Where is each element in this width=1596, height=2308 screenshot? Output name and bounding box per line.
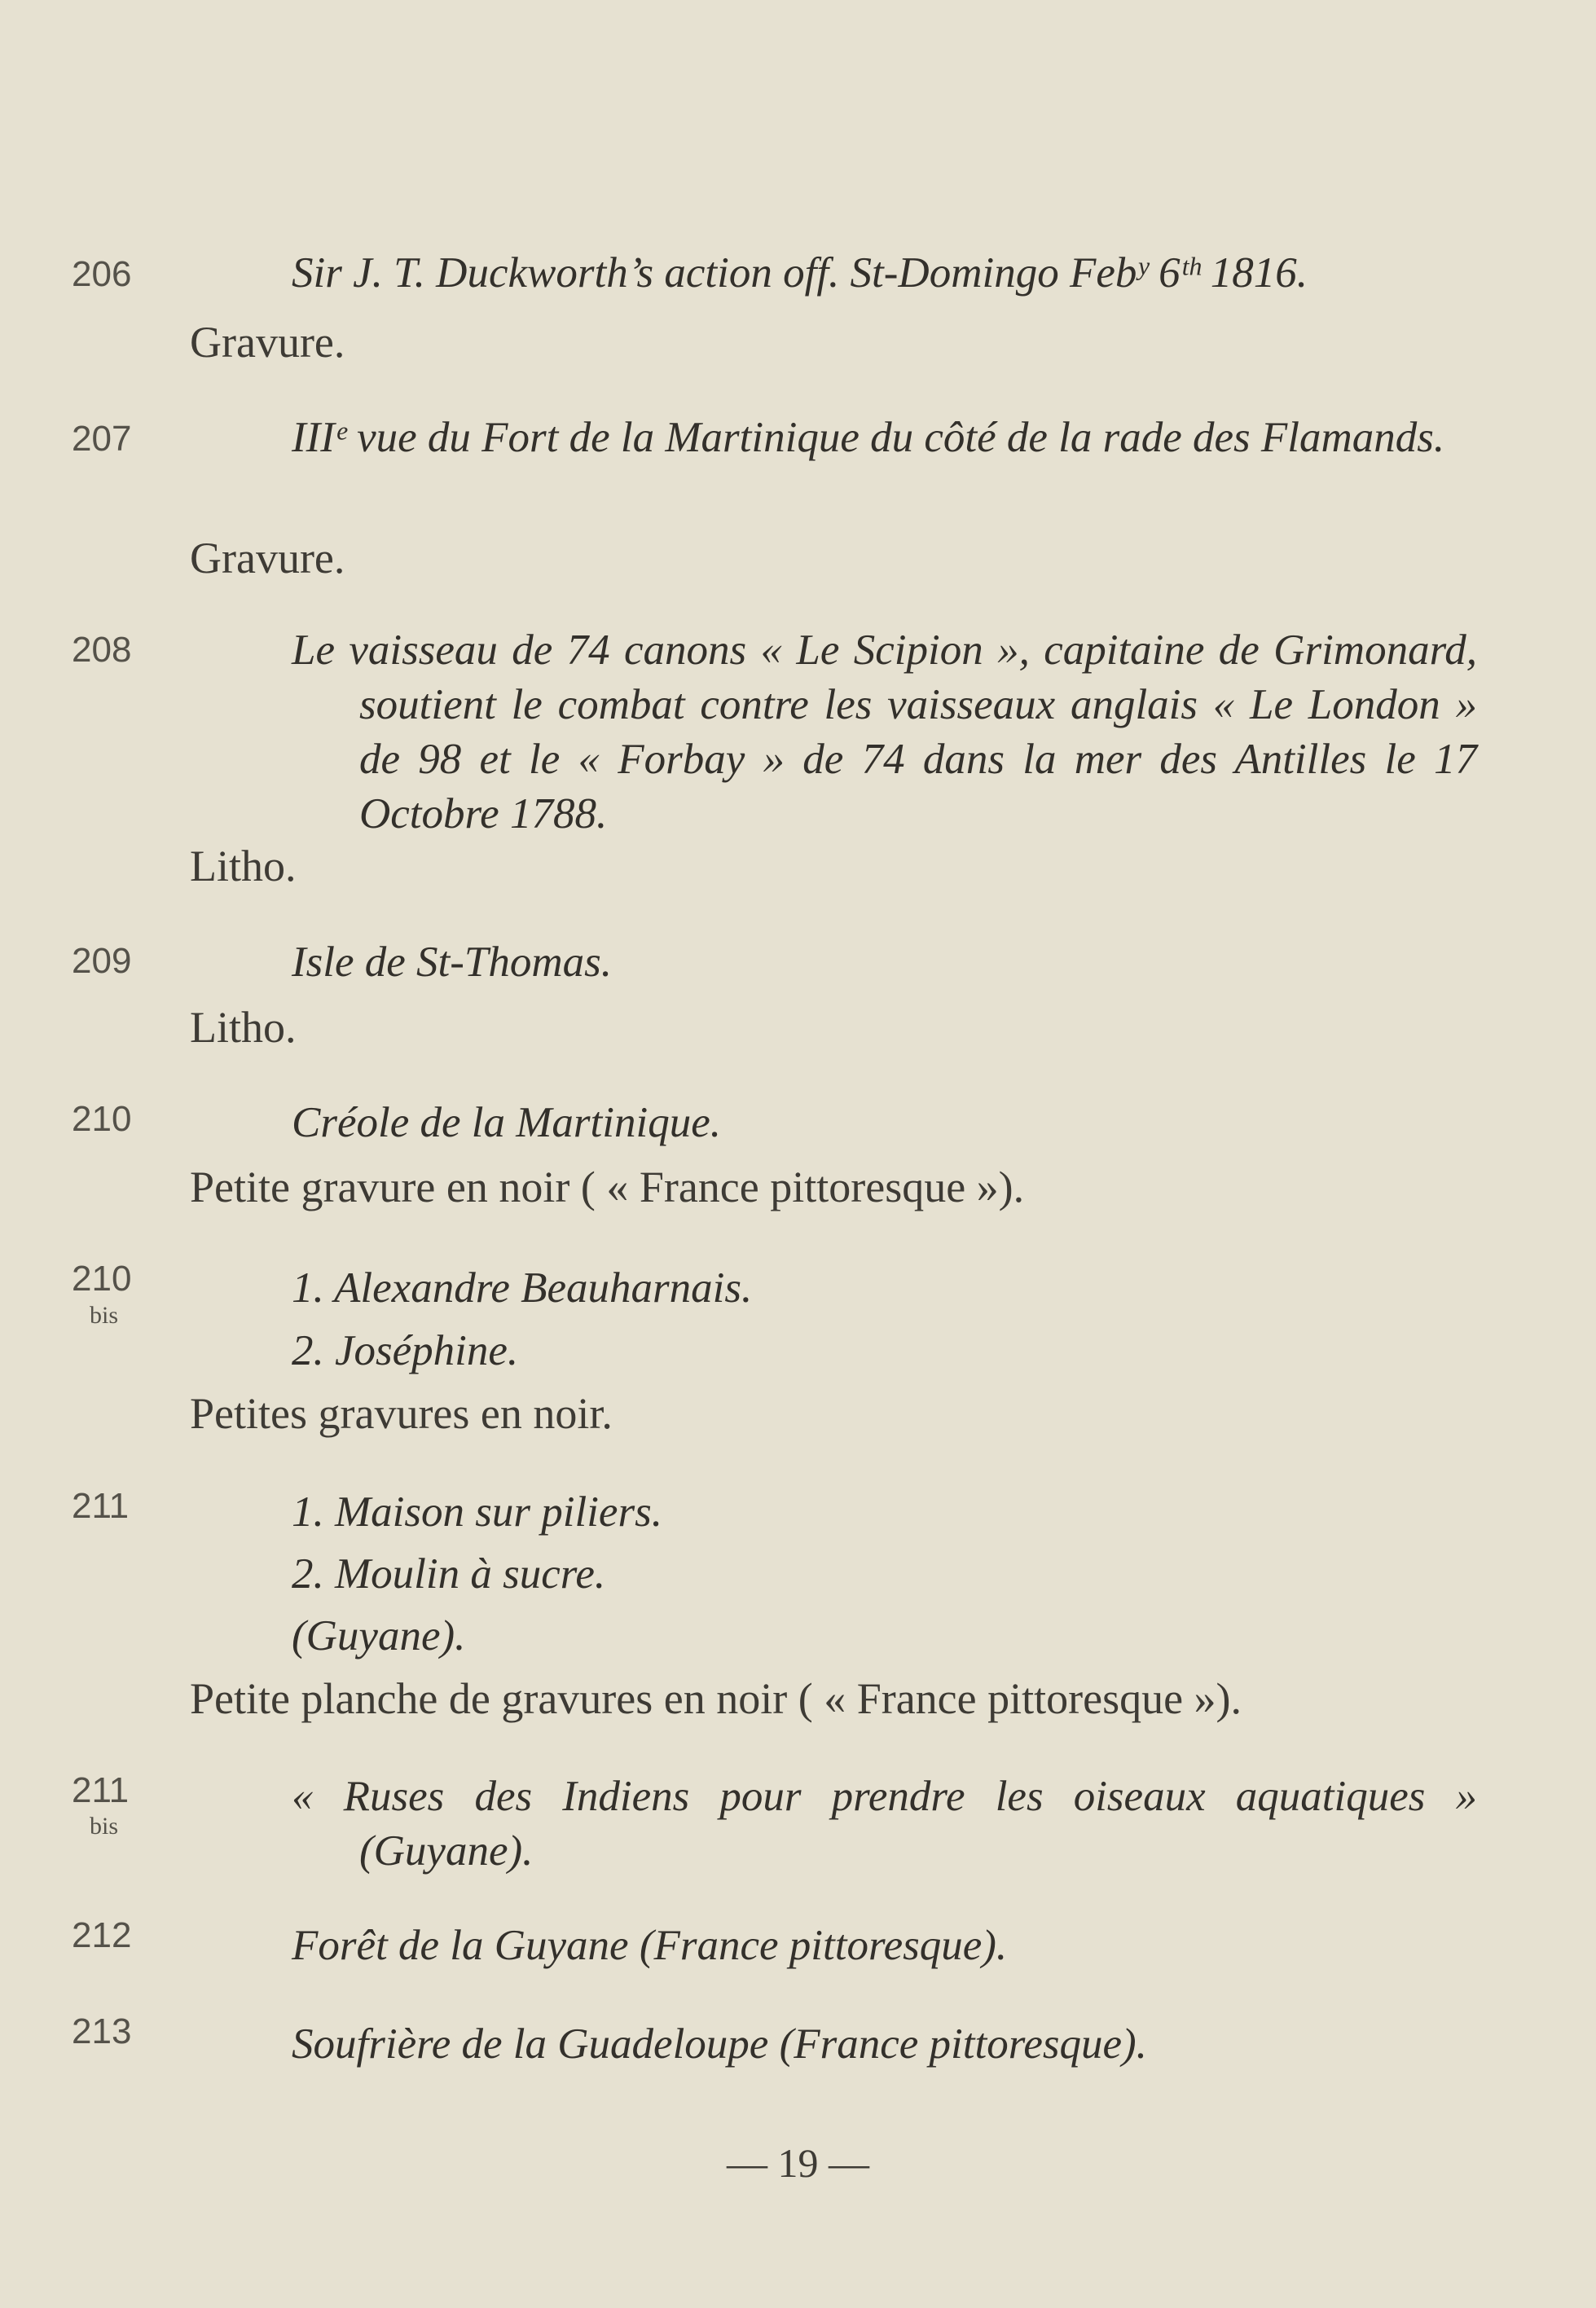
entry-note: Litho. bbox=[190, 842, 297, 890]
entry-note: Gravure. bbox=[190, 534, 345, 582]
entry-title: Créole de la Martinique. bbox=[292, 1099, 721, 1146]
entry-number: 211 bbox=[72, 1486, 130, 1526]
entry-number: 209 bbox=[72, 941, 132, 981]
entry-title: Isle de St-Thomas. bbox=[292, 939, 613, 986]
entry-number: 207 bbox=[72, 419, 132, 459]
entry-number: 211 bbox=[72, 1770, 130, 1810]
page-number: — 19 — bbox=[727, 2140, 869, 2186]
entry-number: 208 bbox=[72, 630, 132, 670]
entry-bis-label: bis bbox=[90, 1302, 119, 1329]
entry-subitem: 1. Maison sur piliers. bbox=[292, 1488, 662, 1536]
entry-title: Forêt de la Guyane (France pittoresque). bbox=[292, 1922, 1008, 1969]
entry-subitem: 2. Moulin à sucre. bbox=[292, 1550, 606, 1598]
entry-note: Petite planche de gravures en noir ( « France pittoresque »). bbox=[190, 1674, 1242, 1723]
entry-subitem: 1. Alexandre Beauharnais. bbox=[292, 1264, 753, 1312]
entry-title: Le vaisseau de 74 canons « Le Scipion », capitaine de Grimonard, soutient le combat contre les vaisseaux anglais « Le London » de 98 et le « Forbay » de 74 dans la mer des Antilles le 17 Octobre 1788. bbox=[292, 626, 1477, 837]
entry-title: « Ruses des Indiens pour prendre les oiseaux aquatiques » (Guyane). bbox=[292, 1773, 1477, 1875]
entry-note: Gravure. bbox=[190, 318, 345, 367]
entry-title: Soufrière de la Guadeloupe (France pittoresque). bbox=[292, 2020, 1147, 2068]
entry-subitem: (Guyane). bbox=[292, 1612, 466, 1660]
entry-title: IIIᵉ vue du Fort de la Martinique du côté de la rade des Flamands. bbox=[292, 414, 1445, 461]
entry-note: Litho. bbox=[190, 1003, 297, 1052]
entry-subitem: 2. Joséphine. bbox=[292, 1327, 519, 1374]
entry-note: Petite gravure en noir ( « France pittoresque »). bbox=[190, 1163, 1025, 1211]
entry-number: 212 bbox=[72, 1915, 132, 1955]
entry-title: Sir J. T. Duckworth’s action off. St-Domingo Febʸ 6ᵗʰ 1816. bbox=[292, 249, 1308, 297]
entry-note: Petites gravures en noir. bbox=[190, 1389, 613, 1438]
entry-number: 210 bbox=[72, 1259, 132, 1299]
entry-number: 210 bbox=[72, 1099, 132, 1139]
entry-bis-label: bis bbox=[90, 1813, 119, 1840]
entry-number: 206 bbox=[72, 254, 132, 294]
entry-number: 213 bbox=[72, 2011, 132, 2051]
